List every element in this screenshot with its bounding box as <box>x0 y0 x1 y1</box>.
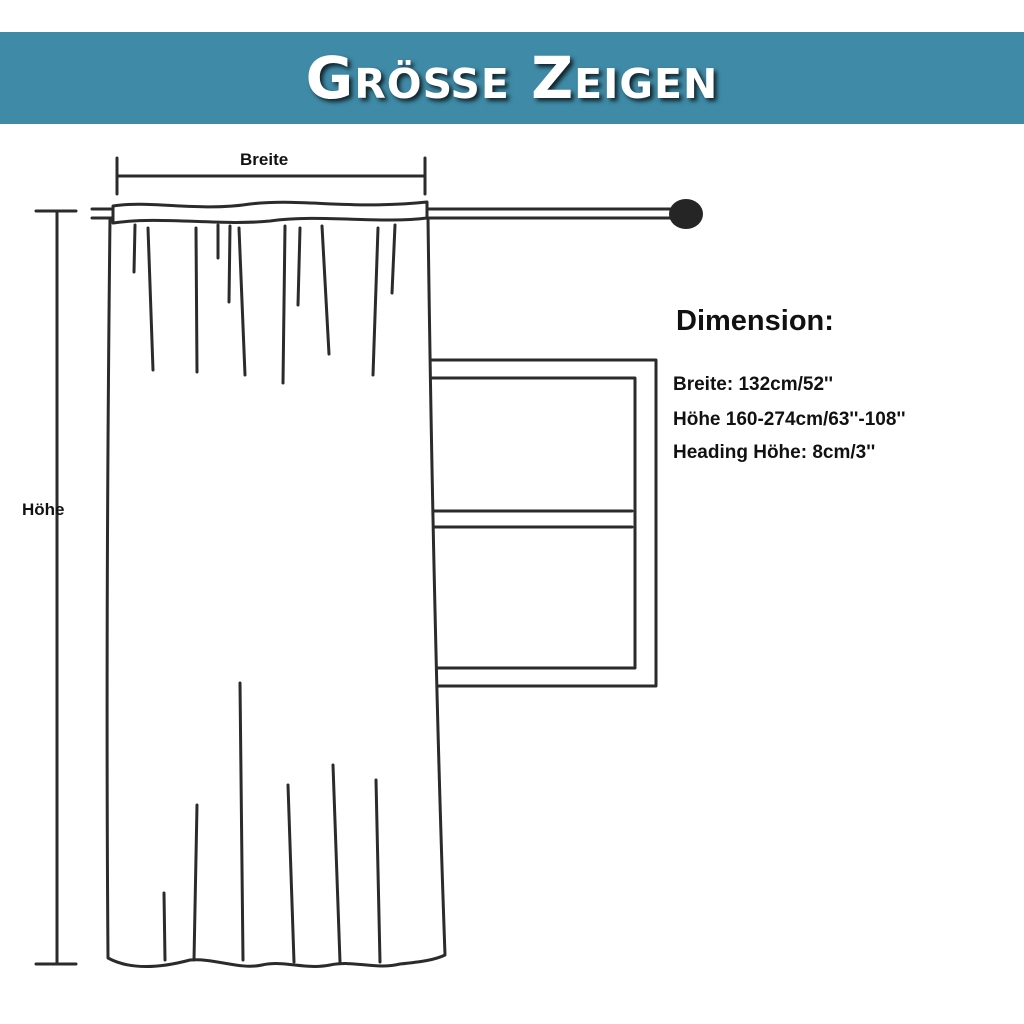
width-label: Breite <box>240 150 289 169</box>
curtain-panel <box>107 202 445 967</box>
height-label: Höhe <box>22 500 65 519</box>
spec-width: Breite: 132cm/52'' <box>673 374 834 395</box>
height-dimension-line <box>36 211 76 964</box>
spec-heading-height: Heading Höhe: 8cm/3'' <box>673 442 876 463</box>
rod-finial <box>669 199 703 229</box>
banner-title: Größe Zeigen <box>305 44 719 112</box>
spec-height: Höhe 160-274cm/63''-108'' <box>673 409 906 430</box>
dimension-title: Dimension: <box>676 305 834 337</box>
window-frame <box>427 360 656 686</box>
